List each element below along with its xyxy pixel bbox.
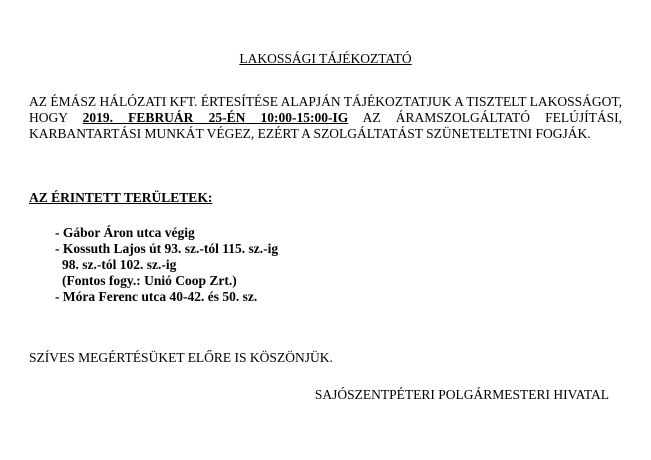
outage-date-time: 2019. FEBRUÁR 25-ÉN 10:00-15:00-IG [82, 110, 349, 125]
signature: SAJÓSZENTPÉTERI POLGÁRMESTERI HIVATAL [314, 387, 609, 402]
area-item-gabor-aron: - Gábor Áron utca végig [55, 225, 195, 240]
area-item-mora-ferenc: - Móra Ferenc utca 40-42. és 50. sz. [55, 289, 258, 304]
area-item-kossuth-lajos: - Kossuth Lajos út 93. sz.-tól 115. sz.-ig [55, 241, 279, 256]
closing-line: SZÍVES MEGÉRTÉSÜKET ELŐRE IS KÖSZÖNJÜK. [29, 350, 333, 365]
area-item-important-consumer-note: (Fontos fogy.: Unió Coop Zrt.) [62, 273, 237, 288]
notice-text-end: AZ ÁRAMSZOLGÁLTATÓ FELÚJÍTÁSI, KARBANTARTÁSI MUNKÁT VÉGEZ, EZÉRT A SZOLGÁLTATÁST SZÜNETELTETNI FOGJÁK. [29, 110, 622, 141]
notice-text-start: AZ ÉMÁSZ HÁLÓZATI KFT. ÉRTESÍTÉSE ALAPJÁN TÁJÉKOZTATJUK A TISZTELT LAKOSSÁGOT, HOGY [29, 94, 622, 125]
area-item-kossuth-lajos-range: 98. sz.-tól 102. sz.-ig [62, 257, 177, 272]
notice-paragraph [29, 94, 622, 142]
page-title: LAKOSSÁGI TÁJÉKOZTATÓ [239, 51, 412, 66]
affected-areas-list [55, 225, 278, 305]
affected-areas-heading: AZ ÉRINTETT TERÜLETEK: [29, 190, 213, 205]
